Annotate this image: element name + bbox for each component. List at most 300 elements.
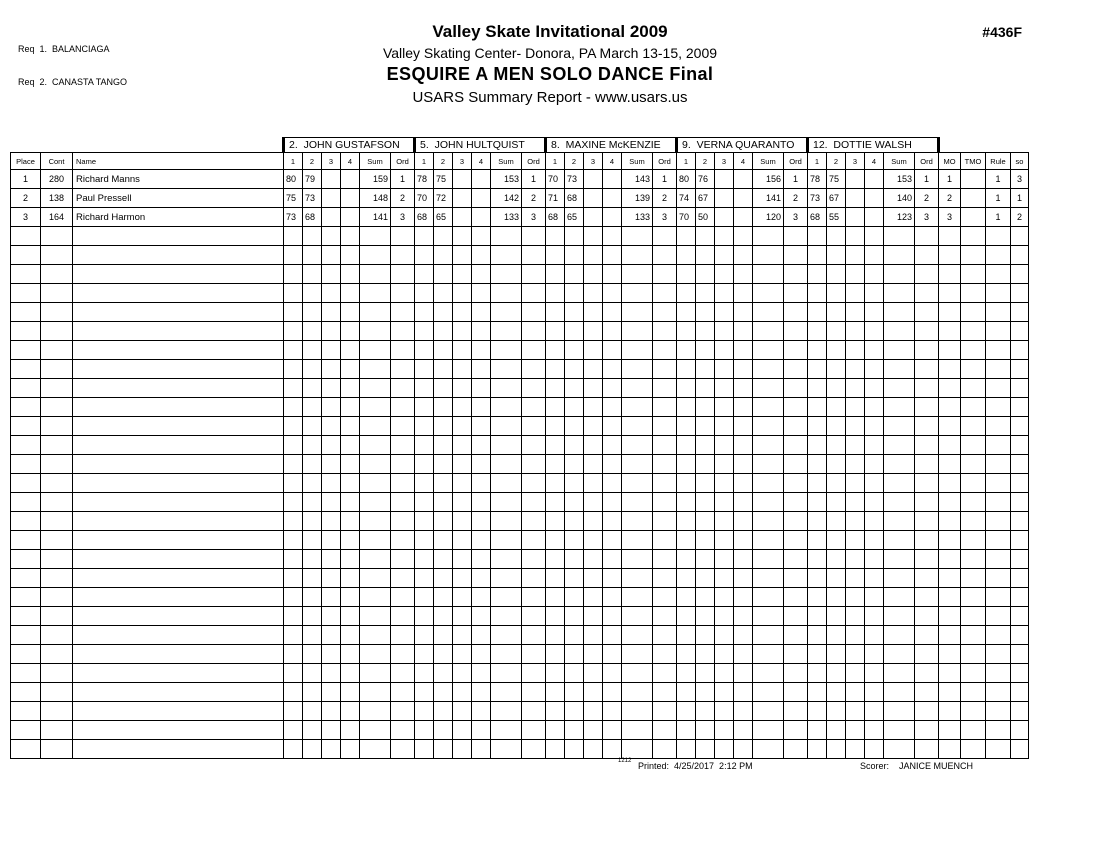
judge5-score3-cell bbox=[846, 607, 865, 626]
judge3-score3-cell bbox=[584, 455, 603, 474]
judge5-score2-cell bbox=[827, 436, 846, 455]
judge5-score1-cell bbox=[808, 588, 827, 607]
rule-cell bbox=[986, 436, 1011, 455]
judge2-score4-cell bbox=[472, 721, 491, 740]
judge1-score3-cell bbox=[322, 379, 341, 398]
judge4-score3-cell bbox=[715, 303, 734, 322]
judge1-score4-cell bbox=[341, 607, 360, 626]
judge4-score1-cell bbox=[677, 702, 696, 721]
judge3-score3-cell bbox=[584, 379, 603, 398]
judge4-ord-cell bbox=[784, 550, 808, 569]
judge5-score1-cell bbox=[808, 455, 827, 474]
judge4-score2-cell bbox=[696, 303, 715, 322]
judge5-score2-cell bbox=[827, 303, 846, 322]
judge2-sum-cell bbox=[491, 531, 522, 550]
judge1-score1-cell bbox=[284, 683, 303, 702]
judge5-ord-cell bbox=[915, 645, 939, 664]
judge3-score4-cell bbox=[603, 607, 622, 626]
judge1-score4-cell bbox=[341, 417, 360, 436]
judge5-score3-cell bbox=[846, 303, 865, 322]
judge2-sum-cell bbox=[491, 417, 522, 436]
judge5-score2-cell bbox=[827, 702, 846, 721]
judge4-score4-cell bbox=[734, 189, 753, 208]
judge3-score3-cell bbox=[584, 322, 603, 341]
judge3-score2-cell: 73 bbox=[565, 170, 584, 189]
judge3-score2-cell bbox=[565, 436, 584, 455]
judge5-score3-cell bbox=[846, 189, 865, 208]
judge1-ord-cell bbox=[391, 341, 415, 360]
judge5-sum-cell bbox=[884, 588, 915, 607]
judge5-score1-cell bbox=[808, 303, 827, 322]
judge2-score3-cell bbox=[453, 512, 472, 531]
judge1-ord-cell bbox=[391, 265, 415, 284]
judge5-ord-cell bbox=[915, 588, 939, 607]
so-cell bbox=[1011, 265, 1029, 284]
judge5-score4-cell bbox=[865, 246, 884, 265]
judge2-score4-cell bbox=[472, 607, 491, 626]
judge1-ord-cell bbox=[391, 379, 415, 398]
judge3-score4-cell bbox=[603, 379, 622, 398]
judge1-sum-cell bbox=[360, 607, 391, 626]
judge5-score2-cell bbox=[827, 455, 846, 474]
judge3-sum-cell bbox=[622, 645, 653, 664]
judge5-score4-cell bbox=[865, 284, 884, 303]
judge3-sum-cell bbox=[622, 702, 653, 721]
judge5-ord-cell: 1 bbox=[915, 170, 939, 189]
judge4-ord-cell bbox=[784, 512, 808, 531]
judge5-sum-cell bbox=[884, 626, 915, 645]
judge4-score1-cell bbox=[677, 322, 696, 341]
judge5-score4-cell bbox=[865, 455, 884, 474]
judge1-score1-cell bbox=[284, 417, 303, 436]
judge5-score4-cell bbox=[865, 322, 884, 341]
rule-cell bbox=[986, 626, 1011, 645]
judge3-score4-cell bbox=[603, 398, 622, 417]
judge5-score2-cell bbox=[827, 360, 846, 379]
judge2-sum-cell bbox=[491, 455, 522, 474]
judge4-score1-cell bbox=[677, 531, 696, 550]
judge1-score3-cell bbox=[322, 683, 341, 702]
judge3-score3-cell bbox=[584, 417, 603, 436]
judge2-ord-cell bbox=[522, 588, 546, 607]
judge1-sum-cell bbox=[360, 569, 391, 588]
judge4-score2-cell: 50 bbox=[696, 208, 715, 227]
judge1-score3-cell bbox=[322, 493, 341, 512]
judge3-score4-cell bbox=[603, 208, 622, 227]
judge2-score2-cell: 75 bbox=[434, 170, 453, 189]
judge4-ord-cell bbox=[784, 284, 808, 303]
judge2-score2-cell bbox=[434, 588, 453, 607]
judge4-score2-cell bbox=[696, 607, 715, 626]
judge1-score4-cell bbox=[341, 569, 360, 588]
judge2-score2-cell bbox=[434, 379, 453, 398]
judge2-score2-cell bbox=[434, 284, 453, 303]
judge4-score2-cell bbox=[696, 683, 715, 702]
judge4-sum-cell bbox=[753, 436, 784, 455]
contestant-number-cell bbox=[41, 626, 73, 645]
judge4-score1-cell bbox=[677, 436, 696, 455]
judge2-score3-cell bbox=[453, 607, 472, 626]
judge2-score1-cell bbox=[415, 341, 434, 360]
judge1-score3-cell bbox=[322, 436, 341, 455]
skater-name-cell bbox=[73, 550, 284, 569]
judge1-score2-cell bbox=[303, 322, 322, 341]
judge5-sum-cell bbox=[884, 436, 915, 455]
judge1-score1-cell bbox=[284, 265, 303, 284]
rule-cell bbox=[986, 379, 1011, 398]
judge2-score4-cell bbox=[472, 683, 491, 702]
judge1-score1-cell bbox=[284, 474, 303, 493]
skater-name-cell: Paul Pressell bbox=[73, 189, 284, 208]
judge1-score1-cell bbox=[284, 341, 303, 360]
mo-cell: 1 bbox=[939, 170, 961, 189]
judge2-score1-cell: 70 bbox=[415, 189, 434, 208]
mo-cell bbox=[939, 398, 961, 417]
skater-name-cell bbox=[73, 474, 284, 493]
judge5-ord-cell bbox=[915, 246, 939, 265]
judge2-score4-cell bbox=[472, 493, 491, 512]
judge3-score2-cell: 65 bbox=[565, 208, 584, 227]
judge5-score3-cell bbox=[846, 569, 865, 588]
judge2-ord-cell bbox=[522, 398, 546, 417]
judge3-score3-cell bbox=[584, 550, 603, 569]
judge4-ord-cell bbox=[784, 341, 808, 360]
judge3-ord-cell bbox=[653, 265, 677, 284]
judge1-sum-cell bbox=[360, 550, 391, 569]
judge3-score2-cell bbox=[565, 455, 584, 474]
judge3-score2-cell bbox=[565, 645, 584, 664]
tmo-cell bbox=[961, 664, 986, 683]
contestant-number-cell bbox=[41, 531, 73, 550]
judge1-sum-cell bbox=[360, 512, 391, 531]
judge2-score2-cell bbox=[434, 455, 453, 474]
judge1-score4-cell bbox=[341, 683, 360, 702]
judge1-sum-cell bbox=[360, 379, 391, 398]
judge4-score4-cell bbox=[734, 664, 753, 683]
mo-cell bbox=[939, 721, 961, 740]
rule-cell bbox=[986, 683, 1011, 702]
judge1-sum-cell bbox=[360, 455, 391, 474]
judge5-score1-cell bbox=[808, 645, 827, 664]
judge3-score1-cell bbox=[546, 474, 565, 493]
scorer bbox=[860, 761, 973, 771]
skater-name-cell bbox=[73, 588, 284, 607]
judge1-sum-cell bbox=[360, 227, 391, 246]
mo-cell bbox=[939, 493, 961, 512]
judge1-score1-cell bbox=[284, 626, 303, 645]
skater-name-cell bbox=[73, 455, 284, 474]
judge1-score1-cell bbox=[284, 303, 303, 322]
judge3-ord-cell bbox=[653, 531, 677, 550]
judge5-score3-cell bbox=[846, 550, 865, 569]
judge4-score4-cell bbox=[734, 398, 753, 417]
rule-cell bbox=[986, 284, 1011, 303]
judge4-sum-cell bbox=[753, 493, 784, 512]
judge2-score1-cell bbox=[415, 379, 434, 398]
judge4-score3-cell bbox=[715, 493, 734, 512]
tmo-cell bbox=[961, 607, 986, 626]
judge3-ord-cell: 1 bbox=[653, 170, 677, 189]
tmo-cell bbox=[961, 531, 986, 550]
so-cell: 1 bbox=[1011, 189, 1029, 208]
skater-row-3 bbox=[11, 208, 1029, 227]
judge2-ord-cell bbox=[522, 645, 546, 664]
judge3-score3-cell bbox=[584, 436, 603, 455]
so-cell bbox=[1011, 436, 1029, 455]
judge-header-2: 5. JOHN HULTQUIST bbox=[415, 138, 546, 153]
judge3-score2-cell bbox=[565, 588, 584, 607]
tmo-cell bbox=[961, 569, 986, 588]
judge2-ord-cell bbox=[522, 550, 546, 569]
judge3-sum-cell bbox=[622, 664, 653, 683]
judge5-score3-cell bbox=[846, 721, 865, 740]
empty-row bbox=[11, 569, 1029, 588]
judge5-score4-cell bbox=[865, 436, 884, 455]
judge3-ord-cell bbox=[653, 683, 677, 702]
judge2-score4-cell bbox=[472, 379, 491, 398]
judge2-score4-cell bbox=[472, 170, 491, 189]
judge4-ord-cell bbox=[784, 398, 808, 417]
judge3-score2-cell bbox=[565, 702, 584, 721]
judge2-ord-cell bbox=[522, 493, 546, 512]
skater-name-cell bbox=[73, 360, 284, 379]
judge3-score2-cell bbox=[565, 398, 584, 417]
judge1-score2-cell bbox=[303, 379, 322, 398]
mo-cell bbox=[939, 417, 961, 436]
judge3-score1-cell bbox=[546, 379, 565, 398]
judge2-score3-cell bbox=[453, 531, 472, 550]
so-cell bbox=[1011, 588, 1029, 607]
judge2-sum-cell bbox=[491, 588, 522, 607]
place-cell bbox=[11, 550, 41, 569]
judge2-score2-cell bbox=[434, 702, 453, 721]
judge5-score3-cell bbox=[846, 208, 865, 227]
col-header-judge1-3: 3 bbox=[322, 153, 341, 170]
judge5-score4-cell bbox=[865, 474, 884, 493]
tmo-cell bbox=[961, 170, 986, 189]
rule-cell bbox=[986, 303, 1011, 322]
col-header-judge3-1: 1 bbox=[546, 153, 565, 170]
judge2-score2-cell bbox=[434, 664, 453, 683]
judge4-score4-cell bbox=[734, 588, 753, 607]
judge3-score2-cell bbox=[565, 493, 584, 512]
rule-cell: 1 bbox=[986, 170, 1011, 189]
judge3-sum-cell bbox=[622, 531, 653, 550]
judge4-ord-cell bbox=[784, 588, 808, 607]
contestant-number-cell bbox=[41, 550, 73, 569]
judge4-ord-cell bbox=[784, 227, 808, 246]
judge3-score3-cell bbox=[584, 740, 603, 759]
judge5-score1-cell bbox=[808, 341, 827, 360]
judge5-ord-cell bbox=[915, 569, 939, 588]
empty-row bbox=[11, 702, 1029, 721]
judge4-ord-cell bbox=[784, 531, 808, 550]
judge5-score1-cell bbox=[808, 360, 827, 379]
judge4-sum-cell: 120 bbox=[753, 208, 784, 227]
judge5-score1-cell bbox=[808, 569, 827, 588]
judge1-score2-cell bbox=[303, 740, 322, 759]
so-cell bbox=[1011, 569, 1029, 588]
place-cell bbox=[11, 436, 41, 455]
place-cell bbox=[11, 417, 41, 436]
judge1-sum-cell bbox=[360, 303, 391, 322]
empty-row bbox=[11, 588, 1029, 607]
judge2-score4-cell bbox=[472, 265, 491, 284]
judge5-score4-cell bbox=[865, 607, 884, 626]
judge3-ord-cell bbox=[653, 227, 677, 246]
skater-name-cell bbox=[73, 645, 284, 664]
judge2-score4-cell bbox=[472, 664, 491, 683]
judge3-score4-cell bbox=[603, 455, 622, 474]
judge5-score1-cell bbox=[808, 322, 827, 341]
judge5-score1-cell bbox=[808, 265, 827, 284]
so-cell bbox=[1011, 702, 1029, 721]
req-dance-1: Req 1. BALANCIAGA bbox=[18, 44, 110, 54]
judge3-ord-cell bbox=[653, 379, 677, 398]
judge3-sum-cell bbox=[622, 398, 653, 417]
judge5-score1-cell bbox=[808, 284, 827, 303]
judge2-score4-cell bbox=[472, 189, 491, 208]
judge5-ord-cell bbox=[915, 550, 939, 569]
judge2-ord-cell bbox=[522, 379, 546, 398]
judge3-score1-cell bbox=[546, 550, 565, 569]
judge1-ord-cell bbox=[391, 322, 415, 341]
judge4-score4-cell bbox=[734, 341, 753, 360]
judge3-score1-cell bbox=[546, 284, 565, 303]
judge3-score4-cell bbox=[603, 664, 622, 683]
judge4-sum-cell bbox=[753, 360, 784, 379]
judge1-score1-cell bbox=[284, 322, 303, 341]
judge1-score2-cell bbox=[303, 455, 322, 474]
judge3-ord-cell bbox=[653, 702, 677, 721]
judge1-score3-cell bbox=[322, 512, 341, 531]
judge4-score3-cell bbox=[715, 379, 734, 398]
judge5-sum-cell bbox=[884, 227, 915, 246]
tmo-cell bbox=[961, 189, 986, 208]
judge1-score4-cell bbox=[341, 740, 360, 759]
tmo-cell bbox=[961, 417, 986, 436]
judge4-ord-cell: 3 bbox=[784, 208, 808, 227]
judge1-ord-cell bbox=[391, 246, 415, 265]
judge5-score2-cell bbox=[827, 626, 846, 645]
judge2-score1-cell bbox=[415, 512, 434, 531]
empty-row bbox=[11, 721, 1029, 740]
judge2-ord-cell bbox=[522, 607, 546, 626]
judge4-score4-cell bbox=[734, 550, 753, 569]
judge1-sum-cell bbox=[360, 683, 391, 702]
judge1-ord-cell bbox=[391, 455, 415, 474]
judge1-score1-cell bbox=[284, 360, 303, 379]
judge2-ord-cell bbox=[522, 284, 546, 303]
col-header-judge5-3: 3 bbox=[846, 153, 865, 170]
judge4-sum-cell: 141 bbox=[753, 189, 784, 208]
rule-cell bbox=[986, 531, 1011, 550]
judge3-score1-cell bbox=[546, 265, 565, 284]
judge5-score2-cell bbox=[827, 645, 846, 664]
judge4-score1-cell bbox=[677, 360, 696, 379]
judge1-ord-cell bbox=[391, 417, 415, 436]
skater-name-cell bbox=[73, 664, 284, 683]
judge4-score4-cell bbox=[734, 721, 753, 740]
judge3-score3-cell bbox=[584, 645, 603, 664]
judge5-score4-cell bbox=[865, 227, 884, 246]
judge5-score1-cell bbox=[808, 531, 827, 550]
column-header-row bbox=[11, 153, 1029, 170]
empty-row bbox=[11, 645, 1029, 664]
judge3-score2-cell bbox=[565, 569, 584, 588]
judge4-score3-cell bbox=[715, 360, 734, 379]
judge1-ord-cell bbox=[391, 398, 415, 417]
judge1-score4-cell bbox=[341, 436, 360, 455]
judge1-score1-cell bbox=[284, 512, 303, 531]
judge4-score4-cell bbox=[734, 607, 753, 626]
judge2-score4-cell bbox=[472, 645, 491, 664]
judge4-score1-cell bbox=[677, 379, 696, 398]
empty-row bbox=[11, 455, 1029, 474]
judge1-score4-cell bbox=[341, 721, 360, 740]
skater-name-cell bbox=[73, 493, 284, 512]
judge2-score2-cell bbox=[434, 740, 453, 759]
empty-row bbox=[11, 246, 1029, 265]
empty-row bbox=[11, 436, 1029, 455]
place-cell bbox=[11, 474, 41, 493]
judge1-ord-cell bbox=[391, 512, 415, 531]
judge1-score2-cell: 68 bbox=[303, 208, 322, 227]
judge4-score3-cell bbox=[715, 189, 734, 208]
judge2-score3-cell bbox=[453, 360, 472, 379]
judge2-score1-cell bbox=[415, 360, 434, 379]
judge3-ord-cell bbox=[653, 607, 677, 626]
judge4-sum-cell bbox=[753, 341, 784, 360]
judge4-sum-cell bbox=[753, 702, 784, 721]
judge1-score3-cell bbox=[322, 626, 341, 645]
rule-cell bbox=[986, 493, 1011, 512]
judge1-score4-cell bbox=[341, 303, 360, 322]
place-cell bbox=[11, 284, 41, 303]
judge3-score4-cell bbox=[603, 436, 622, 455]
judge4-ord-cell bbox=[784, 493, 808, 512]
contestant-number-cell bbox=[41, 341, 73, 360]
judge2-score1-cell bbox=[415, 626, 434, 645]
rule-cell bbox=[986, 702, 1011, 721]
judge1-score3-cell bbox=[322, 170, 341, 189]
judge5-ord-cell bbox=[915, 398, 939, 417]
judge3-sum-cell bbox=[622, 607, 653, 626]
judge1-score4-cell bbox=[341, 455, 360, 474]
judge5-ord-cell bbox=[915, 322, 939, 341]
judge1-score3-cell bbox=[322, 702, 341, 721]
judge5-score4-cell bbox=[865, 170, 884, 189]
judge1-score3-cell bbox=[322, 588, 341, 607]
event-title: ESQUIRE A MEN SOLO DANCE Final bbox=[386, 64, 714, 84]
judge2-score1-cell bbox=[415, 664, 434, 683]
judge3-score1-cell bbox=[546, 455, 565, 474]
judge5-score4-cell bbox=[865, 588, 884, 607]
empty-row bbox=[11, 512, 1029, 531]
judge5-score1-cell bbox=[808, 379, 827, 398]
judge4-score4-cell bbox=[734, 702, 753, 721]
so-cell bbox=[1011, 303, 1029, 322]
judge2-ord-cell bbox=[522, 341, 546, 360]
skater-name-cell bbox=[73, 227, 284, 246]
mo-cell: 3 bbox=[939, 208, 961, 227]
judge2-ord-cell: 3 bbox=[522, 208, 546, 227]
judge1-score2-cell bbox=[303, 284, 322, 303]
judge3-score4-cell bbox=[603, 550, 622, 569]
scorer-name: JANICE MUENCH bbox=[899, 761, 974, 771]
judge4-score3-cell bbox=[715, 569, 734, 588]
tmo-cell bbox=[961, 721, 986, 740]
